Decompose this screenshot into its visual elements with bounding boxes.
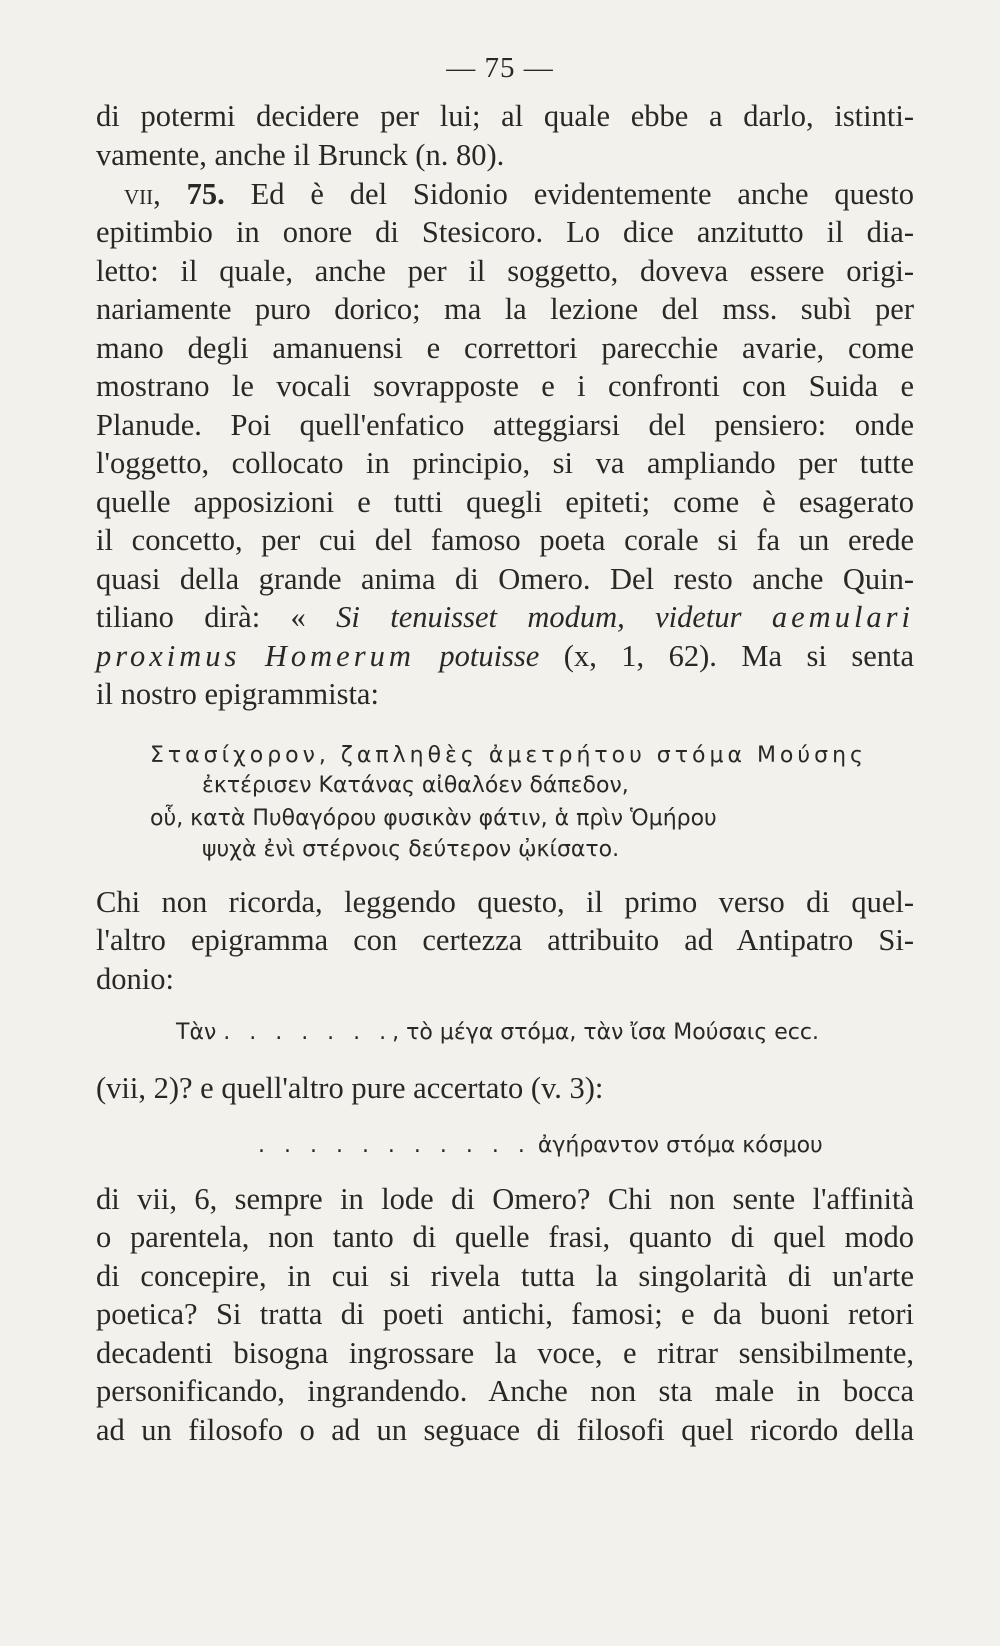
text-line: quelle apposizioni e tutti quegli epiteti; come è esagerato — [96, 485, 914, 519]
spaced-quote: aemulari — [771, 600, 915, 634]
text-fragment: tiliano dirà: « — [96, 600, 306, 634]
text-line: (vii, 2)? e quell'altro pure accertato (v. 3): — [96, 1071, 604, 1105]
spaced-quote: Homerum — [264, 639, 415, 673]
italic-quote: potuisse — [439, 639, 540, 673]
text-line: mostrano le vocali sovrapposte e i confronti con Suida e — [96, 369, 914, 403]
text-line: l'oggetto, collocato in principio, si va ampliando per tutte — [96, 446, 914, 480]
text-line: mano degli amanuensi e correttori parecchie avarie, come — [96, 331, 914, 365]
greek-verse: ψυχὰ ἐνὶ στέρνοις δεύτερον ᾠκίσατο. — [202, 837, 620, 862]
text-line: o parentela, non tanto di quelle frasi, quanto di quel modo — [96, 1220, 914, 1254]
greek-word: Τὰν — [176, 1020, 217, 1045]
text-line: Planude. Poi quell'enfatico atteggiarsi del pensiero: onde — [96, 408, 914, 442]
page-number: — 75 — — [446, 52, 554, 84]
spaced-quote: proximus — [96, 639, 241, 673]
ellipsis-dots: . . . . . . . — [223, 1020, 393, 1045]
greek-quote — [258, 1131, 823, 1161]
text-line: epitimbio in onore di Stesicoro. Lo dice anzitutto il dia- — [96, 215, 914, 249]
greek-verse: ἐκτέρισεν Κατάνας αἰθαλόεν δάπεδον, — [202, 773, 629, 798]
text-line — [96, 637, 914, 675]
text-line: il concetto, per cui del famoso poeta corale si fa un erede — [96, 523, 914, 557]
text-line: decadenti bisogna ingrossare la voce, e ritrar sensibilmente, — [96, 1336, 914, 1370]
text-fragment: (x, 1, 62). Ma si senta — [563, 639, 914, 673]
text-line: poetica? Si tratta di poeti antichi, famosi; e da buoni retori — [96, 1297, 914, 1331]
ellipsis-dots: . . . . . . . . . . . — [258, 1133, 531, 1158]
text-line: Chi non ricorda, leggendo questo, il primo verso di quel- — [96, 885, 914, 919]
greek-fragment: ἀγήραντον στόμα κόσμου — [537, 1133, 823, 1158]
greek-verse: Στασίχορον, ζαπληθὲς ἀμετρήτου στόμα Μούσης — [150, 743, 867, 768]
text-line: di potermi decidere per lui; al quale ebbe a darlo, istinti- — [96, 99, 914, 133]
text-line: l'altro epigramma con certezza attribuito ad Antipatro Si- — [96, 923, 914, 957]
italic-quote: Si tenuisset modum, videtur — [336, 600, 742, 634]
text-line: quasi della grande anima di Omero. Del resto anche Quin- — [96, 562, 914, 596]
text-line: personificando, ingrandendo. Anche non sta male in bocca — [96, 1374, 914, 1408]
text-line — [96, 598, 914, 636]
greek-fragment: , τὸ μέγα στόμα, τὰν ἴσα Μούσαις ecc. — [392, 1020, 819, 1045]
text-line: letto: il quale, anche per il soggetto, doveva essere origi- — [96, 254, 914, 288]
text-line: donio: — [96, 962, 174, 996]
greek-quote — [176, 1018, 819, 1048]
text-line: ad un filosofo o ad un seguace di filosofi quel ricordo della — [96, 1413, 914, 1447]
text-line: di vii, 6, sempre in lode di Omero? Chi non sente l'affinità — [96, 1182, 914, 1216]
text-line: vamente, anche il Brunck (n. 80). — [96, 138, 505, 172]
text-line: nariamente puro dorico; ma la lezione del mss. subì per — [96, 292, 914, 326]
epigram-number: 75. — [186, 177, 225, 211]
book-reference: vii — [124, 177, 154, 211]
text-line: il nostro epigrammista: — [96, 677, 379, 711]
text-fragment: Ed è del Sidonio evidentemente anche questo — [224, 177, 915, 211]
text-line: vii, 75. Ed è del Sidonio evidentemente anche questo — [124, 177, 915, 211]
text-line: di concepire, in cui si rivela tutta la singolarità di un'arte — [96, 1259, 914, 1293]
greek-verse: οὗ, κατὰ Πυθαγόρου φυσικὰν φάτιν, ἁ πρὶν Ὁμήρου — [150, 806, 717, 831]
